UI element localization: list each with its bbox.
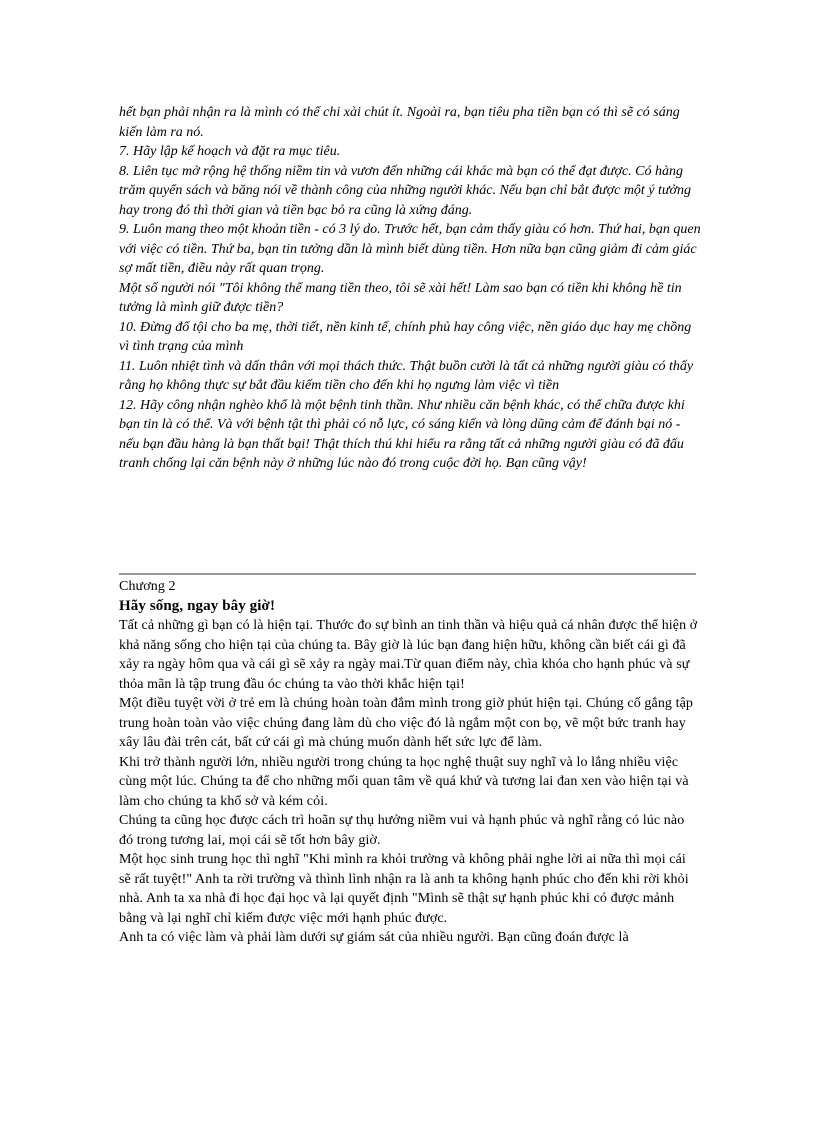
paragraph: Khi trở thành người lớn, nhiều người trong chúng ta học nghệ thuật suy nghĩ và lo lắng nhiều việc cùng một lúc. Chúng ta để cho những mối quan tâm về quá khứ và tương lai đan xen vào hiện tại và làm cho chúng ta khổ sở và kém cỏi. — [119, 754, 689, 809]
tip-12: 12. Hãy công nhận nghèo khổ là một bệnh tinh thần. Như nhiều căn bệnh khác, có thể chữa được khi bạn tin là có thể. Và với bệnh tật thì phải có nỗ lực, có sáng kiến và lòng dũng cảm để đánh bại nó - nếu bạn đầu hàng là bạn thất bại! Thật thích thú khi hiểu ra rằng tất cả những người giàu có đã đấu tranh chống lại căn bệnh này ở những lúc nào đó trong cuộc đời họ. Bạn cũng vậy! — [119, 397, 685, 471]
tip-7: 7. Hãy lập kế hoạch và đặt ra mục tiêu. — [119, 144, 341, 159]
paragraph: hết bạn phải nhận ra là mình có thể chi xài chút ít. Ngoài ra, bạn tiêu pha tiền bạn có thì sẽ có sáng kiến làm ra nó. — [119, 105, 680, 140]
tip-8: 8. Liên tục mở rộng hệ thống niềm tin và vươn đến những cái khác mà bạn có thể đạt được. Có hàng trăm quyển sách và băng nói về thành công của những người khác. Nếu bạn chỉ bắt được một ý tưởng hay trong đó thì thời gian và tiền bạc bỏ ra cũng là xứng đáng. — [119, 163, 692, 218]
paragraph: Một số người nói "Tôi không thể mang tiền theo, tôi sẽ xài hết! Làm sao bạn có tiền khi không hề tin tưởng là mình giữ được tiền? — [119, 280, 682, 315]
horizontal-divider — [119, 573, 696, 575]
chapter-section — [119, 577, 699, 948]
paragraph: Anh ta có việc làm và phải làm dưới sự giám sát của nhiều người. Bạn cũng đoán được là — [119, 930, 629, 945]
paragraph: Tất cả những gì bạn có là hiện tại. Thước đo sự bình an tinh thần và hiệu quả cá nhân được thể hiện ở khả năng sống cho hiện tại của chúng ta. Bây giờ là lúc bạn đang hiện hữu, không cần biết cái gì đã xảy ra ngày hôm qua và cái gì sẽ xảy ra ngày mai.Từ quan điểm này, chìa khóa cho hạnh phúc và sự thỏa mãn là tập trung đầu óc chúng ta vào thời khắc hiện tại! — [119, 618, 698, 692]
paragraph: Một điều tuyệt vời ở trẻ em là chúng hoàn toàn đắm mình trong giờ phút hiện tại. Chúng cố gắng tập trung hoàn toàn vào việc chúng đang làm dù cho việc đó là ngắm một con bọ, vẽ một bức tranh hay xây lâu đài trên cát, bất cứ cái gì mà chúng muốn dành hết sức lực để làm. — [119, 696, 694, 750]
paragraph: Chúng ta cũng học được cách trì hoãn sự thụ hưởng niềm vui và hạnh phúc và nghĩ rằng có lúc nào đó trong tương lai, mọi cái sẽ tốt hơn bây giờ. — [119, 813, 685, 848]
paragraph: Một học sinh trung học thì nghĩ "Khi mình ra khỏi trường và không phải nghe lời ai nữa thì mọi cái sẽ rất tuyệt!" Anh ta rời trường và thình lình nhận ra là anh ta không hạnh phúc cho đến khi rời khỏi nhà. Anh ta xa nhà đi học đại học và lại quyết định "Mình sẽ thật sự hạnh phúc khi có được mảnh bằng và lại nghĩ chỉ kiếm được việc mới hạnh phúc được. — [119, 852, 689, 926]
tip-9: 9. Luôn mang theo một khoản tiền - có 3 lý do. Trước hết, bạn cảm thấy giàu có hơn. Thứ hai, bạn quen với việc có tiền. Thứ ba, bạn tin tưởng dần là mình biết dùng tiền. Hơn nữa bạn cũng giảm đi cảm giác sợ mất tiền, điều này rất quan trọng. — [119, 222, 701, 276]
tip-11: 11. Luôn nhiệt tình và dấn thân với mọi thách thức. Thật buồn cười là tất cả những người giàu có thấy rằng họ không thực sự bắt đầu kiếm tiền cho đến khi họ ngưng làm việc vì tiền — [119, 358, 694, 393]
tip-10: 10. Đừng đổ tội cho ba mẹ, thời tiết, nền kinh tế, chính phủ hay công việc, nền giáo dục hay mẹ chồng vì tình trạng của mình — [119, 319, 692, 354]
chapter-label: Chương 2 — [119, 579, 176, 594]
chapter-title: Hãy sống, ngay bây giờ! — [119, 597, 276, 614]
italic-tips-section — [119, 103, 704, 474]
